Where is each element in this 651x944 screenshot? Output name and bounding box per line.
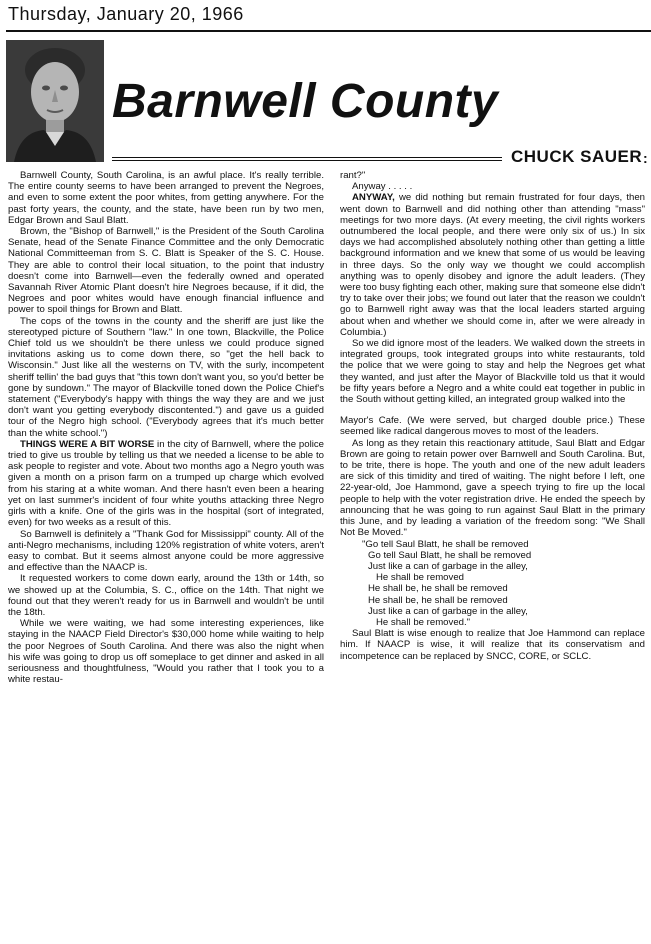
paragraph: While we were waiting, we had some interesting experiences, like staying in the NAACP Field Director's $30,000 home while waiting to help the poor Negroes of South Carolina. And there was also the night when his wife was going to drop us off someplace to get dinner and asked in all seriousness and thoughtfulness, "Would you rather that I took you to a white restau- (8, 618, 324, 686)
column-gap (340, 405, 645, 415)
paragraph: Mayor's Cafe. (We were served, but charged double price.) These seemed like radical dangerous moves to most of the leaders. (340, 415, 645, 438)
verse-line: Go tell Saul Blatt, he shall be removed (368, 549, 532, 561)
article-column-right (340, 170, 645, 662)
paragraph-body: in the city of Barnwell, where the police tried to give us trouble by telling us that we needed a license to be able to ask people to register and vote. About two months ago a Negro youth was given a month on a prison farm on a trumped up charge which evolved from his staring at a white woman. And there hasn't even been a hearing yet on last summer's incident of four white youths attacking three Negro girls with a knife. One of the girls was in the hospital (sort of integrated, even) for two weeks as a result of this. (8, 438, 324, 529)
paragraph: Saul Blatt is wise enough to realize that Joe Hammond can replace him. If NAACP is wise, it will realize that its conservatism and incompetence can be replaced by SNCC, CORE, or SCLC. (340, 628, 645, 662)
lead-in: THINGS WERE A BIT WORSE (20, 438, 155, 450)
paragraph: Barnwell County, South Carolina, is an awful place. It's really terrible. The entire county seems to have been arranged to prevent the Negroes, and even to some extent the poor whites, from getting anywhere. For the past forty years, the county, and the state, have been run by two men, Edgar Brown and Saul Blatt. (8, 170, 324, 226)
paragraph (8, 439, 324, 529)
paragraph: So Barnwell is definitely a "Thank God for Mississippi" county. All of the anti-Negro mechanisms, including 120% registration of white voters, aren't easy to combat. But it seems almost anyone could be more aggressive and effective than the NAACP is. (8, 528, 324, 574)
top-rule (6, 30, 651, 32)
paragraph: So we did ignore most of the leaders. We walked down the streets in integrated groups, took integrated groups into white restaurants, told the police that we were going to stay and help the Negroes get what they wanted, and just after the Mayor of Blackville told us that it would be fifty years before a Negro and a white could eat together in public in the South without getting killed, an integrated group walked into the (340, 338, 645, 406)
paragraph: The cops of the towns in the county and the sheriff are just like the stereotyped picture of Southern "law." In one town, Blackville, the Police Chief told us we shouldn't be there unless we could produce signed invitations asking us to come down there, so "get the hell back to Wisconsin." Just like all the westerns on TV, with the surly, incompetent sheriff tellin' the bad guys that "this town don't want you, so you'd better be gone by sundown." The mayor of Blackville toned down the Police Chief's statement ("Everybody's happy with things the way they are and we just don't want you getting everybody discontented.") and gave us a guided tour of the Negro high school. ("Everybody agrees that it's much better than the white school.") (8, 315, 324, 439)
byline: CHUCK SAUER (511, 147, 643, 166)
verse-line: He shall be removed." (376, 616, 471, 628)
paragraph (340, 192, 645, 338)
lead-in: ANYWAY, (352, 192, 395, 204)
byline-colon: : (643, 150, 648, 166)
verse-line: Just like a can of garbage in the alley, (368, 560, 528, 572)
verse-line: Just like a can of garbage in the alley, (368, 605, 528, 617)
verse-line: "Go tell Saul Blatt, he shall be removed (362, 538, 529, 550)
paragraph: As long as they retain this reactionary attitude, Saul Blatt and Edgar Brown are going to retain power over Barnwell and South Carolina. But, to be trite, there is hope. The youth and one of the new adult leaders are sick of this timidity and tired of waiting. The night before I left, one 22-year-old, Joe Hammond, gave a speech trying to fire up the local people to help with the voter registration drive. He ended the speech by announcing that he was going to run against Saul Blatt in the primary this June, and by leading a variation of the freedom song: "We Shall Not Be Moved." (340, 437, 645, 539)
paragraph: It requested workers to come down early, around the 13th or 14th, so we showed up at the Columbia, S. C., office on the 14th. That night we found out that they weren't ready for us in Barnwell and wouldn't be until the 18th. (8, 573, 324, 618)
verse-line: He shall be, he shall be removed (368, 583, 508, 595)
paragraph: Anyway . . . . . (352, 181, 413, 193)
verse-line: He shall be removed (376, 572, 464, 584)
paragraph-body: we did nothing but remain frustrated for four days, then went down to Barnwell and did nothing other than attending "mass" meetings for two more days. (At every meeting, the civil rights workers outnumbered the local people, and there were only six of us.) In six days we had accomplished absolutely nothing other than getting a little background information and we knew that some of us would be leaving in three days. So the only way we thought we could accomplish anything was to openly disobey and ignore the adult leaders. (They were too busy fighting each other, making sure that someone else didn't try to take over their jobs; we found out later that the reason we couldn't go to Barnwell right away was that the local leaders started arguing about when and whether we should come in, after we were already in Columbia.) (340, 192, 645, 338)
verse-line: He shall be, he shall be removed (368, 594, 508, 606)
byline-rule (112, 157, 502, 161)
portrait-image (6, 40, 104, 162)
dateline: Thursday, January 20, 1966 (8, 4, 244, 24)
author-photo (6, 40, 104, 162)
paragraph: Brown, the "Bishop of Barnwell," is the President of the South Carolina Senate, head of the Senate Finance Committee and the only Democratic National Committeeman from S. C. Blatt is Speaker of the S. C. House. They are able to control their local situation, to the point that industry doesn't come into Barnwell—even the federally owned and operated Savannah River Atomic Plant doesn't hire Negroes because, if it did, the Negroes and poor whites would have enough financial influence and power to spoil things for Brown and Blatt. (8, 226, 324, 316)
song-verse (340, 539, 645, 629)
paragraph: rant?" (340, 170, 366, 181)
headline: Barnwell County (112, 75, 499, 128)
article-column-left (8, 170, 324, 685)
